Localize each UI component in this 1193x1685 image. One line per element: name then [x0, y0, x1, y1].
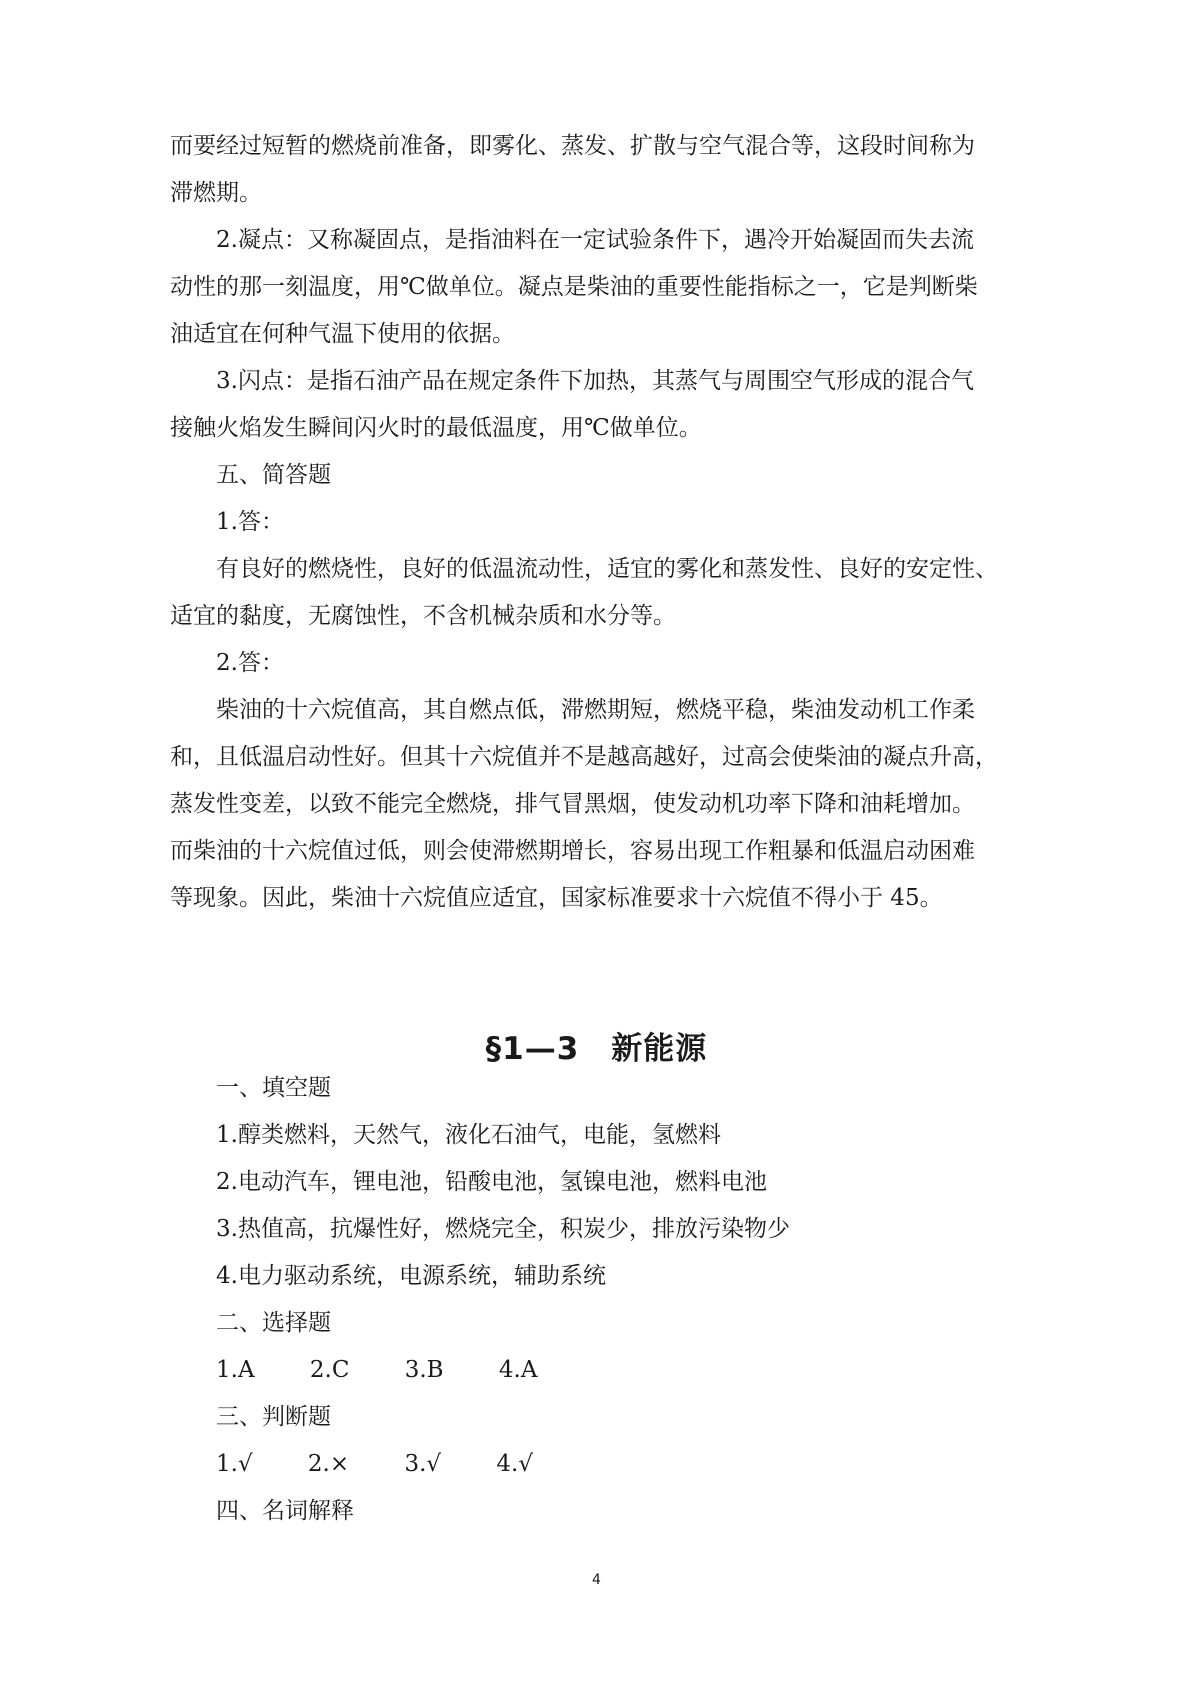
- text-line: 1.答：: [216, 509, 284, 535]
- fill-answer-1: 1.醇类燃料，天然气，液化石油气，电能，氢燃料: [216, 1122, 721, 1148]
- choice-answer-3: 3.B: [404, 1357, 444, 1383]
- new-energy-answers: [170, 1065, 1040, 1535]
- heading-multiple-choice: 二、选择题: [216, 1310, 331, 1336]
- text-line: 2.凝点：又称凝固点，是指油料在一定试验条件下，遇冷开始凝固而失去流: [216, 227, 974, 253]
- fill-answer-4: 4.电力驱动系统，电源系统，辅助系统: [216, 1263, 606, 1289]
- text-line: 有良好的燃烧性，良好的低温流动性，适宜的雾化和蒸发性、良好的安定性、: [216, 556, 998, 582]
- heading-true-false: 三、判断题: [216, 1404, 331, 1430]
- choice-answer-1: 1.A: [216, 1357, 255, 1383]
- heading-term-explanation: 四、名词解释: [216, 1498, 354, 1524]
- text-line: 动性的那一刻温度，用℃做单位。凝点是柴油的重要性能指标之一，它是判断柴: [170, 274, 978, 300]
- judge-answer-1: 1.√: [216, 1451, 253, 1477]
- fill-answer-3: 3.热值高，抗爆性好，燃烧完全，积炭少，排放污染物少: [216, 1216, 790, 1242]
- text-line: 而要经过短暂的燃烧前准备，即雾化、蒸发、扩散与空气混合等，这段时间称为: [170, 133, 975, 159]
- section-title: §1—3 新能源: [485, 1031, 708, 1067]
- text-line: 和，且低温启动性好。但其十六烷值并不是越高越好，过高会使柴油的凝点升高，: [170, 744, 998, 770]
- text-line: 五、简答题: [216, 462, 331, 488]
- text-line: 2.答：: [216, 650, 284, 676]
- text-line: 而柴油的十六烷值过低，则会使滞燃期增长，容易出现工作粗暴和低温启动困难: [170, 838, 975, 864]
- choice-answer-2: 2.C: [309, 1357, 350, 1383]
- answer-text-block: [170, 123, 1040, 922]
- text-line: 适宜的黏度，无腐蚀性，不含机械杂质和水分等。: [170, 603, 676, 629]
- judge-answers-row: [170, 1441, 1040, 1488]
- text-line: 滞燃期。: [170, 180, 262, 206]
- judge-answer-2: 2.×: [307, 1451, 350, 1477]
- text-line: 接触火焰发生瞬间闪火时的最低温度，用℃做单位。: [170, 415, 702, 441]
- page-number: 4: [592, 1572, 601, 1588]
- judge-answer-4: 4.√: [496, 1451, 533, 1477]
- text-line: 蒸发性变差，以致不能完全燃烧，排气冒黑烟，使发动机功率下降和油耗增加。: [170, 791, 975, 817]
- fill-answer-2: 2.电动汽车，锂电池，铅酸电池，氢镍电池，燃料电池: [216, 1169, 767, 1195]
- heading-fill-in-blank: 一、填空题: [216, 1075, 331, 1101]
- text-line: 柴油的十六烷值高，其自燃点低，滞燃期短，燃烧平稳，柴油发动机工作柔: [216, 697, 975, 723]
- choice-answer-4: 4.A: [498, 1357, 538, 1383]
- text-line: 等现象。因此，柴油十六烷值应适宜，国家标准要求十六烷值不得小于 45。: [170, 885, 943, 911]
- text-line: 油适宜在何种气温下使用的依据。: [170, 321, 515, 347]
- text-line: 3.闪点：是指石油产品在规定条件下加热，其蒸气与周围空气形成的混合气: [216, 368, 974, 394]
- judge-answer-3: 3.√: [404, 1451, 442, 1477]
- choice-answers-row: [170, 1347, 1040, 1394]
